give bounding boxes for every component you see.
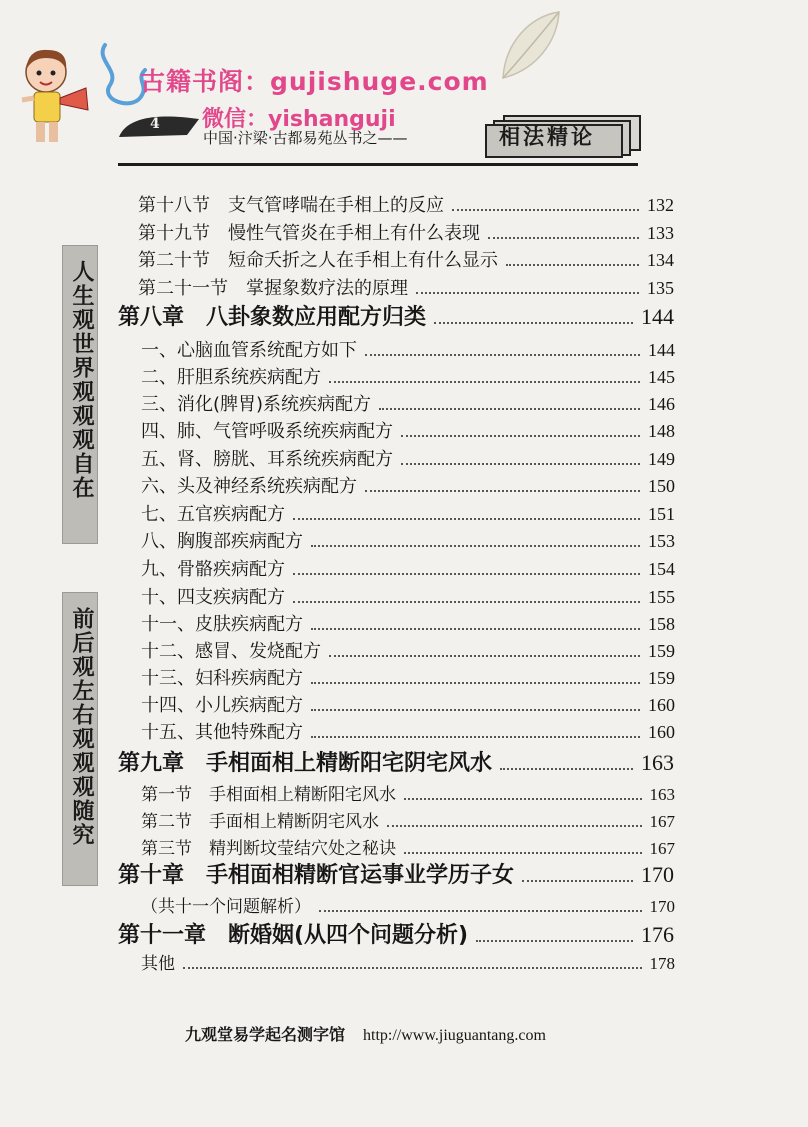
toc-entry-title: 第二节 手面相上精断阴宅风水 (141, 812, 379, 832)
toc-entry-title: 十一、皮肤疾病配方 (141, 614, 303, 635)
toc-entry-page: 178 (649, 954, 675, 973)
toc-entry[interactable] (138, 191, 674, 217)
toc-entry-page: 153 (648, 531, 675, 551)
toc-chapter[interactable] (118, 746, 674, 777)
toc-entry-title: 其他 (141, 954, 175, 974)
toc-leader (365, 490, 640, 492)
toc-entry-page: 146 (648, 394, 675, 414)
toc-entry-title: 十三、妇科疾病配方 (141, 668, 303, 689)
watermark-wechat: 微信：yishanguji (202, 107, 396, 132)
toc-chapter-page: 163 (641, 750, 674, 775)
toc-leader (293, 601, 640, 603)
toc-entry-page: 135 (647, 278, 674, 298)
toc-entry-page: 132 (647, 195, 674, 215)
toc-leader (404, 798, 642, 800)
toc-entry-page: 149 (648, 449, 675, 469)
toc-entry[interactable] (138, 274, 674, 300)
toc-chapter[interactable] (118, 918, 674, 949)
toc-entry[interactable] (141, 610, 675, 636)
toc-entry-title: 第十八节 支气管哮喘在手相上的反应 (138, 195, 444, 216)
toc-entry[interactable] (141, 500, 675, 526)
toc-leader (311, 709, 640, 711)
toc-entry[interactable] (138, 246, 674, 272)
series-title: 中国·汴梁·古都易苑丛书之—— (203, 129, 408, 147)
toc-entry[interactable] (141, 390, 675, 416)
side-label-top-text: 人生观世界观观观自在 (69, 260, 94, 500)
toc-leader (404, 852, 642, 854)
toc-entry-page: 151 (648, 504, 675, 524)
toc-entry-title: （共十一个问题解析） (141, 897, 311, 917)
toc-entry-title: 九、骨骼疾病配方 (141, 559, 285, 580)
footer-url[interactable]: http://www.jiuguantang.com (363, 1027, 546, 1044)
toc-entry[interactable] (141, 892, 675, 917)
header-divider (118, 163, 638, 166)
toc-entry[interactable] (141, 780, 675, 805)
toc-leader (401, 463, 640, 465)
toc-entry[interactable] (141, 637, 675, 663)
toc-entry-title: 十四、小儿疾病配方 (141, 695, 303, 716)
toc-entry[interactable] (141, 834, 675, 859)
toc-entry-title: 十、四支疾病配方 (141, 587, 285, 608)
toc-chapter-title: 第十一章 断婚姻(从四个问题分析) (118, 923, 469, 948)
toc-leader (293, 573, 640, 575)
toc-chapter-title: 第九章 手相面相上精断阳宅阴宅风水 (118, 751, 493, 776)
toc-entry-page: 170 (649, 897, 675, 916)
toc-entry-page: 160 (648, 695, 675, 715)
toc-chapter-page: 144 (641, 304, 674, 329)
toc-entry-title: 第二十一节 掌握象数疗法的原理 (138, 278, 408, 299)
toc-entry-title: 十五、其他特殊配方 (141, 722, 303, 743)
toc-entry-page: 163 (649, 785, 675, 804)
toc-entry-page: 144 (648, 340, 675, 360)
toc-entry[interactable] (141, 472, 675, 498)
toc-entry[interactable] (141, 417, 675, 443)
toc-entry[interactable] (141, 527, 675, 553)
toc-entry-title: 第十九节 慢性气管炎在手相上有什么表现 (138, 223, 480, 244)
toc-chapter-title: 第八章 八卦象数应用配方归类 (118, 305, 427, 330)
toc-entry-page: 154 (648, 559, 675, 579)
toc-entry[interactable] (141, 555, 675, 581)
toc-entry[interactable] (141, 691, 675, 717)
toc-entry-title: 第二十节 短命夭折之人在手相上有什么显示 (138, 250, 498, 271)
toc-entry[interactable] (138, 219, 674, 245)
toc-entry[interactable] (141, 949, 675, 974)
toc-entry[interactable] (141, 664, 675, 690)
toc-entry-page: 150 (648, 476, 675, 496)
toc-entry-page: 133 (647, 223, 674, 243)
footer-name: 九观堂易学起名测字馆 (185, 1025, 346, 1044)
toc-leader (506, 264, 639, 266)
toc-leader (311, 682, 640, 684)
toc-leader (416, 292, 639, 294)
toc-leader (183, 967, 642, 969)
toc-leader (401, 435, 640, 437)
toc-entry-title: 二、肝胆系统疾病配方 (141, 367, 321, 388)
toc-entry-page: 159 (648, 668, 675, 688)
side-label-top (62, 245, 98, 544)
toc-leader (329, 381, 640, 383)
toc-leader (293, 518, 640, 520)
toc-leader (311, 736, 640, 738)
toc-entry-title: 十二、感冒、发烧配方 (141, 641, 321, 662)
toc-entry-page: 134 (647, 250, 674, 270)
toc-entry-title: 八、胸腹部疾病配方 (141, 531, 303, 552)
toc-entry-page: 167 (649, 812, 675, 831)
toc-entry-title: 四、肺、气管呼吸系统疾病配方 (141, 421, 393, 442)
toc-entry-page: 159 (648, 641, 675, 661)
toc-entry-page: 167 (649, 839, 675, 858)
toc-leader (387, 825, 642, 827)
toc-entry-page: 158 (648, 614, 675, 634)
watermark-site: 古籍书阁：gujishuge.com (140, 67, 489, 96)
toc-leader (522, 880, 633, 882)
side-label-bottom-text: 前后观左右观观观随究 (69, 607, 94, 847)
toc-chapter-title: 第十章 手相面相精断官运事业学历子女 (118, 863, 515, 888)
toc-leader (452, 209, 639, 211)
leaf-icon (495, 8, 565, 83)
toc-entry[interactable] (141, 807, 675, 832)
toc-entry[interactable] (141, 718, 675, 744)
toc-entry-page: 155 (648, 587, 675, 607)
toc-entry[interactable] (141, 363, 675, 389)
toc-entry-title: 七、五官疾病配方 (141, 504, 285, 525)
side-label-bottom (62, 592, 98, 886)
toc-leader (311, 545, 640, 547)
toc-entry-title: 第一节 手相面相上精断阳宅风水 (141, 785, 396, 805)
toc-leader (434, 322, 633, 324)
toc-entry-page: 160 (648, 722, 675, 742)
toc-entry-title: 第三节 精判断坟莹结穴处之秘诀 (141, 839, 396, 859)
toc-leader (476, 940, 633, 942)
book-title: 相法精论 (499, 125, 595, 149)
page-number: 4 (150, 116, 160, 132)
toc-entry-title: 五、肾、膀胱、耳系统疾病配方 (141, 449, 393, 470)
toc-entry[interactable] (141, 336, 675, 362)
toc-entry-title: 六、头及神经系统疾病配方 (141, 476, 357, 497)
toc-entry-title: 一、心脑血管系统配方如下 (141, 340, 357, 361)
toc-entry[interactable] (141, 445, 675, 471)
toc-chapter-page: 170 (641, 862, 674, 887)
toc-leader (319, 910, 642, 912)
toc-leader (365, 354, 640, 356)
toc-entry-page: 145 (648, 367, 675, 387)
toc-chapter[interactable] (118, 300, 674, 331)
footer (185, 1022, 546, 1045)
toc-leader (329, 655, 640, 657)
toc-leader (311, 628, 640, 630)
toc-entry[interactable] (141, 583, 675, 609)
toc-entry-page: 148 (648, 421, 675, 441)
toc-entry-title: 三、消化(脾胃)系统疾病配方 (141, 394, 372, 415)
toc-chapter-page: 176 (641, 922, 674, 947)
toc-chapter[interactable] (118, 858, 674, 889)
toc-leader (379, 408, 640, 410)
toc-leader (488, 237, 639, 239)
cartoon-mascot-icon (8, 40, 98, 150)
toc-leader (500, 768, 633, 770)
